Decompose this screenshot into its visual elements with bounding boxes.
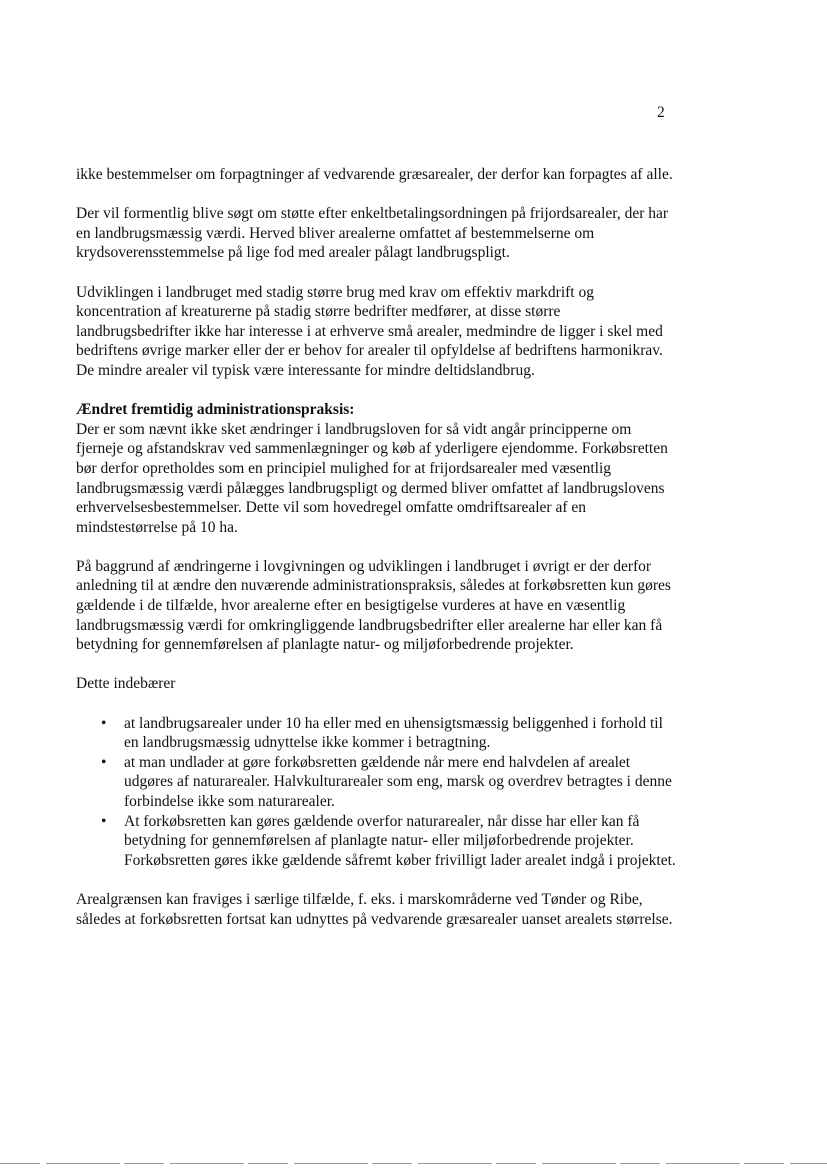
paragraph-3: Udviklingen i landbruget med stadig større brug med krav om effektiv markdrift og koncentration af kreaturerne på stadig større bedrifter medfører, at disse større landbrugsbedrifter ikke har interesse i at erhverve små arealer, medmindre de ligger i skel med bedriftens øvrige marker eller der er behov for arealer til opfyldelse af bedriftens harmonikrav. De mindre arealer vil typisk være interessante for mindre deltidslandbrug.	[76, 283, 663, 379]
paragraph-5: På baggrund af ændringerne i lovgivningen og udviklingen i landbruget i øvrigt er der derfor anledning til at ændre den nuværende administrationspraksis, således at forkøbsretten kun gøres gældende i de tilfælde, hvor arealerne efter en besigtigelse vurderes at have en væsentlig landbrugsmæssig værdi for omkringliggende landbrugsbedrifter eller arealerne har eller kan få betydning for gennemførelsen af planlagte natur- og miljøforbedrende projekter.	[76, 557, 671, 654]
paragraph-7: Arealgrænsen kan fraviges i særlige tilfælde, f. eks. i marskområderne ved Tønder og Ribe, således at forkøbsretten fortsat kan udnyttes på vedvarende græsarealer uanset arealets størrelse.	[76, 890, 673, 928]
page-number: 2	[657, 104, 665, 121]
list-item	[101, 753, 676, 812]
bullet-icon: •	[101, 753, 107, 771]
bullet-icon: •	[101, 714, 107, 732]
paragraph-6: Dette indebærer	[76, 675, 176, 693]
paragraph-1: ikke bestemmelser om forpagtninger af vedvarende græsarealer, der derfor kan forpagtes af alle.	[76, 166, 673, 183]
document-body	[76, 165, 676, 949]
list-item-text: at man undlader at gøre forkøbsretten gældende når mere end halvdelen af arealet udgøres af naturarealer. Halvkulturarealer som eng, marsk og overdrev betragtes i denne forbindelse ikke som naturarealer.	[124, 753, 672, 810]
paragraph-2: Der vil formentlig blive søgt om støtte efter enkeltbetalingsordningen på frijordsarealer, der har en landbrugsmæssig værdi. Herved bliver arealerne omfattet af bestemmelserne om krydsoverensstemmelse på lige fod med arealer pålagt landbrugspligt.	[76, 205, 669, 262]
section-administration	[76, 400, 676, 537]
bullet-icon: •	[101, 812, 107, 830]
bullet-list	[76, 714, 676, 871]
list-item	[101, 812, 676, 871]
list-item-text: At forkøbsretten kan gøres gældende overfor naturarealer, når disse har eller kan få betydning for gennemførelsen af planlagte natur- eller miljøforbedrende projekter. Forkøbsretten gøres ikke gældende såfremt køber frivilligt lader arealet indgå i projektet.	[124, 812, 676, 869]
list-item	[101, 714, 676, 753]
list-item-text: at landbrugsarealer under 10 ha eller med en uhensigtsmæssig beliggenhed i forhold til en landbrugsmæssig udnyttelse ikke kommer i betragtning.	[124, 714, 663, 752]
scan-edge-line	[0, 1163, 827, 1164]
paragraph-4: Der er som nævnt ikke sket ændringer i landbrugsloven for så vidt angår principperne om fjerneje og afstandskrav ved sammenlægninger og køb af yderligere ejendomme. Forkøbsretten bør derfor opretholdes som en principiel mulighed for at frijordsarealer med væsentlig landbrugsmæssig værdi pålægges landbrugspligt og dermed bliver omfattet af landbrugslovens erhvervelsesbestemmelser. Dette vil som hovedregel omfatte omdriftsarealer af en mindstestørrelse på 10 ha.	[76, 420, 668, 536]
section-heading: Ændret fremtidig administrationspraksis:	[76, 401, 355, 419]
